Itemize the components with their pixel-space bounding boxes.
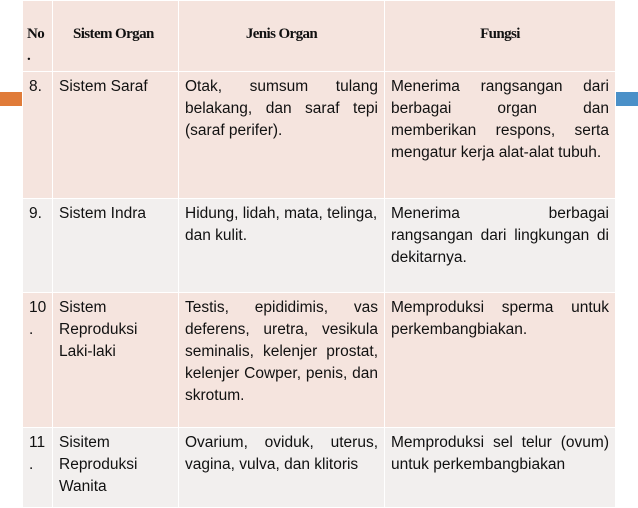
row-fungsi: Menerima berbagai rangsangan dari lingkungan di dekitarnya.: [385, 199, 616, 293]
table-row: [23, 72, 616, 199]
row-no: 8.: [23, 72, 53, 199]
header-jenis-organ: Jenis Organ: [179, 1, 385, 72]
row-jenis: Hidung, lidah, mata, telinga, dan kulit.: [179, 199, 385, 293]
organ-table: [22, 0, 616, 508]
accent-bar-right: [616, 92, 638, 106]
row-fungsi: Memproduksi sperma untuk perkembangbiakan.: [385, 293, 616, 428]
row-no: 11 .: [23, 428, 53, 508]
row-sistem: Sistem Indra: [53, 199, 179, 293]
table-row: [23, 293, 616, 428]
table-header-row: [23, 1, 616, 72]
row-sistem: Sistem Saraf: [53, 72, 179, 199]
row-fungsi: Menerima rangsangan dari berbagai organ dan memberikan respons, serta mengatur kerja alat-alat tubuh.: [385, 72, 616, 199]
row-sistem: Sisitem Reproduksi Wanita: [53, 428, 179, 508]
row-jenis: Ovarium, oviduk, uterus, vagina, vulva, dan klitoris: [179, 428, 385, 508]
table-row: [23, 199, 616, 293]
accent-bar-left: [0, 92, 22, 106]
row-sistem: Sistem Reproduksi Laki-laki: [53, 293, 179, 428]
row-fungsi: Memproduksi sel telur (ovum) untuk perkembangbiakan: [385, 428, 616, 508]
header-fungsi: Fungsi: [385, 1, 616, 72]
row-no: 9.: [23, 199, 53, 293]
header-no: No .: [23, 1, 53, 72]
row-jenis: Testis, epididimis, vas deferens, uretra, vesikula seminalis, kelenjer prostat, kelenjer Cowper, penis, dan skrotum.: [179, 293, 385, 428]
row-no: 10 .: [23, 293, 53, 428]
header-sistem-organ: Sistem Organ: [53, 1, 179, 72]
table-row: [23, 428, 616, 508]
row-jenis: Otak, sumsum tulang belakang, dan saraf tepi (saraf perifer).: [179, 72, 385, 199]
